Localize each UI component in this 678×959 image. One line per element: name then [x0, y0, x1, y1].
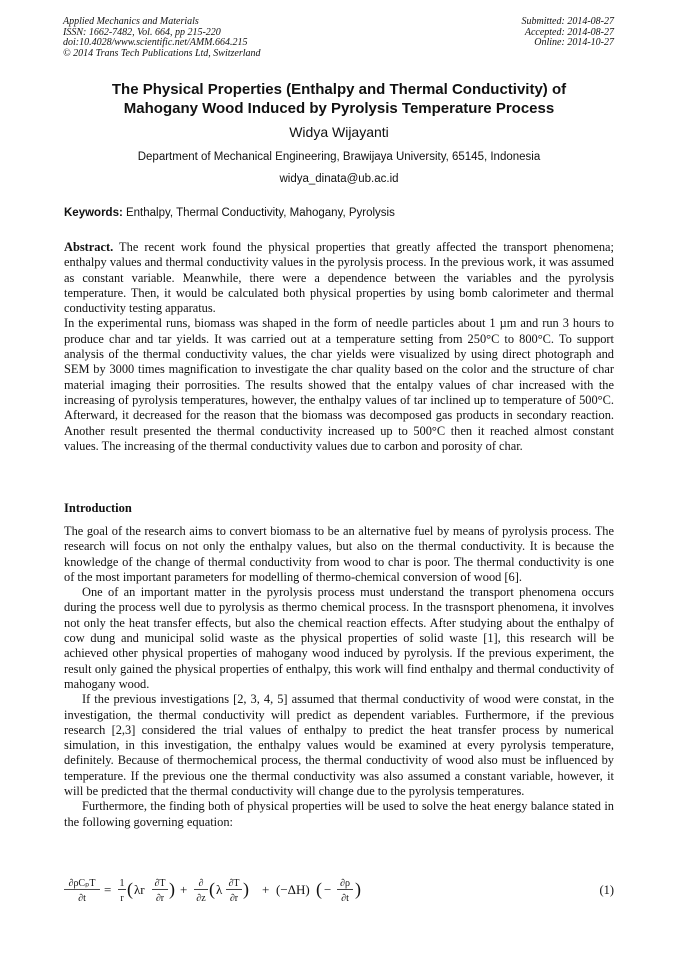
- title-line-1: The Physical Properties (Enthalpy and Thermal Conductivity) of: [111, 81, 567, 98]
- equals-sign: =: [104, 882, 112, 897]
- accepted-date: Accepted: 2014-08-27: [524, 26, 614, 38]
- title-line-2: Mahogany Wood Induced by Pyrolysis Temperature Process: [123, 100, 555, 117]
- abstract-text-1: The recent work found the physical properties that greatly affected the transport phenomena; enthalpy values and thermal conductivity values in the pyrolysis process. In the previous work, it was assumed as constant variable. Meanwhile, there were a dependence between the variables and the pyrolysis temperature. Then, it would be calculated both physical properties by using bomb calorimeter and thermal conductivity testing apparatus.: [64, 240, 614, 316]
- paren-open-2: (: [209, 879, 215, 899]
- online-date: Online: 2014-10-27: [534, 37, 614, 48]
- equation-number: (1): [599, 883, 614, 897]
- lambda-r: λr: [134, 882, 145, 897]
- abstract-label: Abstract.: [64, 240, 114, 254]
- dz-denominator: ∂z: [196, 893, 206, 904]
- keywords-text: Enthalpy, Thermal Conductivity, Mahogany, Pyrolysis: [122, 207, 395, 219]
- dT-numerator-1: ∂T: [154, 878, 166, 889]
- governing-equation: [64, 874, 614, 910]
- equation-formula: [64, 874, 384, 910]
- abstract-paragraph-1: [64, 240, 614, 316]
- one-numerator: 1: [119, 878, 125, 889]
- submitted-date: Submitted: 2014-08-27: [521, 16, 614, 27]
- keywords-label: Keywords:: [64, 207, 123, 219]
- issn-line: ISSN: 1662-7482, Vol. 664, pp 215-220: [63, 26, 221, 38]
- journal-name: Applied Mechanics and Materials: [63, 16, 199, 27]
- intro-paragraph-4: Furthermore, the finding both of physical properties will be used to solve the heat energy balance stated in the following governing equation:: [64, 799, 614, 829]
- neg-delta-h: (−ΔH): [276, 882, 310, 897]
- abstract-paragraph-2: In the experimental runs, biomass was shaped in the form of needle particles about 1 µm and run 3 hours to produce char and tar yields. It was carried out at a temperature setting from 250°C to 800°C. To support analysis of the thermal conductivity values, the char yields were visualized by using direct photograph and SEM by 3000 times magnification to investigate the char quality based on the color and the structure of char material imaging their porrosities. The results showed that the entalpy values of char increased with the increasing of pyrolysis temperatures, however, the enthalpy values of tar inclined up to temperature of 500°C. Afterward, it decreased for the reason that the biomass was decomposed gas products in secondary reaction. Another result presented the thermal conductivity increased up to 500°C then it reached almost constant values. The increasing of the thermal conductivity values due to carbon and porosity of char.: [64, 316, 614, 453]
- plus-sign-2: +: [262, 882, 270, 897]
- author-affiliation: Department of Mechanical Engineering, Brawijaya University, 65145, Indonesia: [137, 151, 541, 163]
- drho-numerator: ∂ρ: [340, 878, 350, 889]
- paren-close-1: ): [169, 879, 175, 899]
- r-denominator: r: [120, 893, 124, 904]
- keywords-line: [64, 206, 395, 220]
- author-email: widya_dinata@ub.ac.id: [279, 173, 399, 185]
- lhs-denominator: ∂t: [78, 893, 86, 904]
- intro-paragraph-2: One of an important matter in the pyrolysis process must understand the transport phenomena occurs during the process well due to pyrolysis as thermo chemical process. In the trasnsport phenomena, it involves not only the heat transfer effects, but also the chemical reaction effects. After studying about the enthalpy of cow dung and municipal solid waste as the physical properties of solid waste [1], this research will be achieved other physical properties of mahogany wood induced by pyrolysis. If the previous experiment, the result only gained the physical properties of enthalpy, this work will find enthalpy and thermal conductivity of mahogany wood.: [64, 585, 614, 691]
- lhs-numerator: ∂ρCₚT: [68, 878, 96, 889]
- dr-denominator-2: ∂r: [229, 893, 239, 904]
- intro-paragraph-3: If the previous investigations [2, 3, 4, 5] assumed that thermal conductivity of wood were constat, in the investigation, the thermal conductivity will predict as dependent variables. Furthermore, if the previous research [2,3] considered the trial values of enthalpy to predict the heat transfer process by numerical simulation, in this investigation, the enthalpy values would be examined at every pyrolysis temperature, definitely. Because of thermochemical process, the thermal conductivity of wood also must be influenced by temperature. If the previous one the thermal conductivity was also assumed a constant variable, however, it will be predicted that the thermal conductivity will change due to the pyrolysis temperatures.: [64, 692, 614, 799]
- dr-denominator-1: ∂r: [155, 893, 165, 904]
- dt-denominator: ∂t: [341, 893, 349, 904]
- paren-open-1: (: [127, 879, 133, 899]
- paren-close-2: ): [243, 879, 249, 899]
- dT-numerator-2: ∂T: [228, 878, 240, 889]
- paren-close-3: ): [355, 879, 361, 899]
- copyright-line: © 2014 Trans Tech Publications Ltd, Switzerland: [63, 47, 261, 59]
- paper-title: [40, 80, 638, 118]
- introduction-section: [64, 524, 614, 830]
- paren-open-3: (: [316, 879, 322, 899]
- introduction-heading: Introduction: [64, 501, 132, 515]
- journal-info-header: [63, 17, 261, 59]
- dates-header: [522, 17, 615, 49]
- minus-sign: −: [324, 882, 332, 897]
- intro-paragraph-1: The goal of the research aims to convert biomass to be an alternative fuel by means of pyrolysis process. The research will focus on not only the enthalpy values, but also on the thermal conductivity. It is because the knowledge of the change of thermal conductivity from wood to char is poor. The thermal conductivity is one of the most important parameters for modelling of thermo-chemical conversion of wood [6].: [64, 524, 614, 584]
- doi-line: doi:10.4028/www.scientific.net/AMM.664.215: [63, 37, 248, 48]
- d-numerator: ∂: [198, 878, 204, 889]
- author-name: Widya Wijayanti: [289, 124, 389, 140]
- plus-sign-1: +: [180, 882, 188, 897]
- abstract-section: [64, 240, 614, 454]
- lambda: λ: [216, 882, 223, 897]
